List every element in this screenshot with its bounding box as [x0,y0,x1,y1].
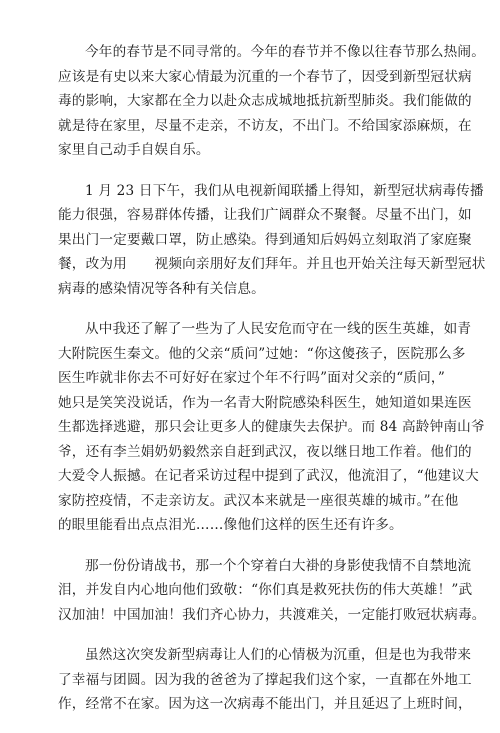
text-line: 大爱令人振撼。在记者采访过程中提到了武汉，他流泪了，“他建议大 [58,468,479,484]
document-page [58,40,486,733]
text-line: 泪，并发自内心地向他们致敬：“你们真是救死扶伤的伟大英雄！”武 [58,582,473,598]
text-line: 生都选择逃避，那只会让更多人的健康失去保护。而 84 高龄钟南山爷 [58,419,485,435]
text-line: 病毒的感染情况等各种有关信息。 [58,280,265,297]
text-line: 就是待在家里，尽量不走亲，不访友，不出门。不给国家添麻烦，在 [58,117,472,134]
text-line: 她只是笑笑没说话，作为一名青大附院感染科医生，她知道如果连医 [58,394,472,411]
text-line: 那一份份请战书，那一个个穿着白大褂的身影使我情不自禁地流 [85,557,472,574]
text-line: 今年的春节是不同寻常的。今年的春节并不像以往春节那么热闹。 [85,44,486,60]
text-line: 家防控疫情，不走亲访友。武汉本来就是一座很英雄的城市。”在他 [58,492,459,509]
text-line: 虽然这次突发新型病毒让人们的心情极为沉重，但是也为我带来 [85,647,472,663]
text-line: 大附院医生秦文。他的父亲“质问”过她：“你这傻孩子，医院那么多 [58,345,466,362]
text-line: 毒的影响，大家都在全力以赴众志成城地抵抗新型肺炎。我们能做的 [58,93,472,109]
text-line: 了幸福与团圆。因为我的爸爸为了撑起我们这个家，一直都在外地工 [58,671,472,688]
text-line: 应该是有史以来大家心情最为沉重的一个春节了，因受到新型冠状病 [58,68,472,85]
paragraph-3 [58,317,485,538]
paragraph-2 [58,179,486,302]
text-line: 能力很强，容易群体传播，让我们广阔群众不聚餐。尽量不出门，如 [58,207,472,223]
text-line: 作，经常不在家。因为这一次病毒不能出门，并且延迟了上班时间， [58,696,472,712]
paragraph-4 [58,554,486,628]
text-line: 汉加油！中国加油！我们齐心协力，共渡难关，一定能打败冠状病毒。 [58,606,486,623]
text-line: 家里自己动手自娱自乐。 [58,142,210,158]
text-line: 爷，还有李兰娟奶奶毅然亲自赶到武汉，夜以继日地工作着。他们的 [58,443,472,460]
text-line: 果出门一定要戴口罩，防止感染。得到通知后妈妈立刻取消了家庭聚 [58,231,472,248]
text-line: 从中我还了解了一些为了人民安危而守在一线的医生英雄，如青 [85,321,472,337]
text-line: 1 月 23 日下午，我们从电视新闻联播上得知，新型冠状病毒传播 [85,182,484,199]
text-line: 医生咋就非你去不可好好在家过个年不行吗”面对父亲的“质问，” [58,370,446,386]
text-line: 餐，改为用 视频向亲朋好友们拜年。并且也开始关注每天新型冠状 [58,256,486,272]
text-line: 的眼里能看出点点泪光……像他们这样的医生还有许多。 [58,517,403,533]
paragraph-1 [58,40,486,163]
paragraph-5 [58,643,472,717]
